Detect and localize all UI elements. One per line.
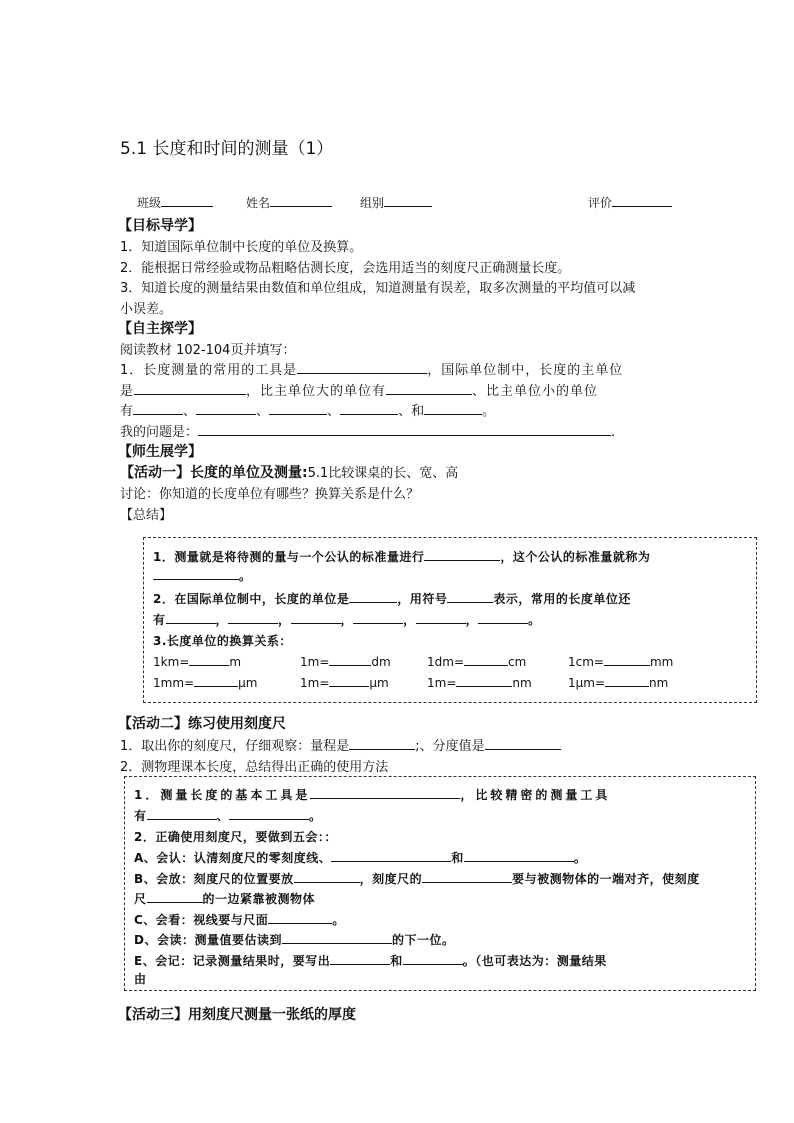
division-blank[interactable] bbox=[485, 737, 561, 750]
activity-1-title: 【活动一】长度的单位及测量: bbox=[120, 465, 308, 481]
activity-2-heading: 【活动二】练习使用刻度尺 bbox=[118, 716, 286, 732]
conv-unit: mm bbox=[649, 655, 674, 669]
conv-mm-um bbox=[153, 675, 257, 690]
conv-blank[interactable] bbox=[329, 654, 371, 666]
activity-2-line1 bbox=[120, 735, 561, 754]
precise-tool-blank-1[interactable] bbox=[147, 808, 217, 820]
goal-2: 2．能根据日常经验或物品粗略估测长度，会选用适当的刻度尺正确测量长度。 bbox=[120, 261, 571, 276]
conv-unit: μm bbox=[238, 676, 258, 690]
conv-unit: dm bbox=[371, 655, 391, 669]
section-teacher-student-heading: 【师生展学】 bbox=[118, 444, 202, 460]
small-unit-blank-5[interactable] bbox=[424, 402, 482, 415]
name-blank[interactable] bbox=[270, 194, 332, 207]
conv-blank[interactable] bbox=[189, 654, 229, 666]
conv-blank[interactable] bbox=[329, 675, 369, 687]
box2-l1b: ，比较精密的测量工具 bbox=[460, 788, 611, 802]
rule-a2: 和 bbox=[451, 851, 464, 865]
self-q2b: ，比主单位大的单位有 bbox=[246, 384, 387, 399]
conv-blank[interactable] bbox=[464, 654, 508, 666]
my-question bbox=[120, 421, 615, 440]
small-unit-blank-1[interactable] bbox=[133, 402, 183, 415]
rule-b-blank-2[interactable] bbox=[422, 871, 512, 883]
main-unit-blank[interactable] bbox=[134, 382, 246, 395]
rule-b5: 的一边紧靠被测物体 bbox=[202, 892, 316, 906]
rule-d1: D、会读：测量值要估读到 bbox=[134, 933, 282, 947]
self-q2c: 、比主单位小的单位 bbox=[472, 384, 599, 399]
box1-l3: 有 bbox=[153, 613, 166, 627]
eval-label: 评价 bbox=[588, 196, 613, 210]
class-field[interactable] bbox=[137, 194, 213, 211]
common-unit-blank-3[interactable] bbox=[291, 612, 341, 624]
basic-tool-blank[interactable] bbox=[310, 787, 460, 799]
class-label: 班级 bbox=[137, 196, 162, 210]
precise-tool-blank-2[interactable] bbox=[229, 808, 309, 820]
rule-d bbox=[134, 931, 454, 948]
conv-left: 1cm= bbox=[568, 655, 604, 669]
self-q2 bbox=[120, 380, 598, 399]
conv-blank[interactable] bbox=[604, 654, 650, 666]
box1-l2a: 2．在国际单位制中，长度的单位是 bbox=[153, 592, 350, 606]
box2-line2: 有 、 。 bbox=[134, 809, 322, 823]
rule-b-blank-1[interactable] bbox=[294, 871, 360, 883]
rule-c1: C、会看：视线要与尺面 bbox=[134, 913, 269, 927]
conv-left: 1μm= bbox=[568, 676, 606, 690]
self-q1a: 1．长度测量的常用的工具是 bbox=[120, 363, 298, 378]
self-q3a: 有 bbox=[120, 404, 134, 419]
rule-e-blank-1[interactable] bbox=[330, 953, 390, 965]
sep-2: 、 bbox=[256, 404, 270, 419]
rule-d2: 的下一位。 bbox=[391, 933, 455, 947]
section-self-study-heading: 【自主探学】 bbox=[118, 321, 202, 337]
rule-b-blank-3[interactable] bbox=[147, 891, 203, 903]
box1-line1-cont: 。 bbox=[153, 567, 252, 584]
conv-dm-cm bbox=[427, 654, 526, 669]
act2-l1a: 1．取出你的刻度尺，仔细观察：量程是 bbox=[120, 739, 350, 754]
box1-line2 bbox=[153, 590, 631, 607]
conv-left: 1dm= bbox=[427, 655, 464, 669]
conv-left: 1km= bbox=[153, 655, 190, 669]
conv-m-um bbox=[300, 675, 389, 690]
conv-unit: cm bbox=[508, 655, 527, 669]
small-unit-blank-2[interactable] bbox=[196, 402, 256, 415]
conv-left: 1m= bbox=[300, 676, 330, 690]
self-q1 bbox=[120, 359, 623, 378]
rule-c-blank[interactable] bbox=[268, 912, 332, 924]
rule-e-cont: 由 bbox=[134, 972, 147, 986]
eval-blank[interactable] bbox=[612, 194, 672, 207]
activity-1-desc: 5.1比较课桌的长、宽、高 bbox=[307, 466, 459, 481]
my-question-dot: . bbox=[611, 425, 616, 440]
conv-blank[interactable] bbox=[456, 675, 512, 687]
box2-line1 bbox=[134, 786, 610, 803]
box1-line3: 有 ， ， ， ， ， 。 bbox=[153, 613, 541, 627]
box1-l1a: 1．测量就是将待测的量与一个公认的标准量进行 bbox=[153, 550, 425, 564]
common-unit-blank-1[interactable] bbox=[166, 612, 216, 624]
name-label: 姓名 bbox=[246, 196, 271, 210]
my-question-blank[interactable] bbox=[198, 423, 611, 436]
rule-a1: A、会认：认清刻度尺的零刻度线、 bbox=[134, 851, 332, 865]
common-unit-blank-4[interactable] bbox=[353, 612, 403, 624]
goal-1: 1．知道国际单位制中长度的单位及换算。 bbox=[120, 240, 363, 255]
rule-a-blank-2[interactable] bbox=[464, 850, 574, 862]
rule-a: A、会认：认清刻度尺的零刻度线、 和 。 bbox=[134, 851, 587, 865]
eval-field[interactable] bbox=[588, 194, 672, 211]
conv-unit: nm bbox=[649, 676, 669, 690]
conv-km-m bbox=[153, 654, 241, 669]
conv-left: 1mm= bbox=[153, 676, 195, 690]
common-unit-blank-6[interactable] bbox=[478, 612, 528, 624]
conv-blank[interactable] bbox=[194, 675, 238, 687]
group-label: 组别 bbox=[360, 196, 385, 210]
sep-and: 、和 bbox=[398, 404, 425, 419]
compare-blank[interactable] bbox=[424, 549, 500, 561]
sep-1: 、 bbox=[183, 404, 197, 419]
reading-intro: 阅读教材 102-104页并填写： bbox=[120, 343, 296, 358]
goal-3a: 3．知道长度的测量结果由数值和单位组成，知道测量有误差，取多次测量的平均值可以减 bbox=[120, 281, 636, 296]
rule-a-blank-1[interactable] bbox=[331, 850, 451, 862]
rule-b1: B、会放：刻度尺的位置要放 bbox=[134, 872, 294, 886]
self-q2a: 是 bbox=[120, 384, 135, 399]
rule-e bbox=[134, 952, 607, 969]
name-field[interactable] bbox=[246, 194, 332, 211]
conv-unit: μm bbox=[369, 676, 389, 690]
conv-m-dm bbox=[300, 654, 391, 669]
common-unit-blank-5[interactable] bbox=[416, 612, 466, 624]
act2-l1b: ;、分度值是 bbox=[415, 739, 485, 754]
box1-l2c: 表示，常用的长度单位还 bbox=[493, 592, 631, 606]
small-unit-blank-4[interactable] bbox=[340, 402, 398, 415]
box2-line3: 2．正确使用刻度尺，要做到五会：： bbox=[134, 830, 337, 844]
range-blank[interactable] bbox=[349, 737, 415, 750]
small-unit-blank-3[interactable] bbox=[269, 402, 327, 415]
box1-l1b: ，这个公认的标准量就称为 bbox=[500, 550, 651, 564]
common-unit-blank-2[interactable] bbox=[228, 612, 278, 624]
rule-e2: 和 bbox=[390, 954, 403, 968]
conv-blank[interactable] bbox=[605, 675, 649, 687]
rule-c: C、会看：视线要与尺面 。 bbox=[134, 913, 345, 927]
conv-left: 1m= bbox=[427, 676, 457, 690]
standard-blank[interactable] bbox=[153, 568, 239, 580]
rule-e1: E、会记：记录测量结果时，要写出 bbox=[134, 954, 331, 968]
conv-unit: m bbox=[229, 655, 242, 669]
conv-m-nm bbox=[427, 675, 532, 690]
sep-3: 、 bbox=[327, 404, 341, 419]
conv-um-nm bbox=[568, 675, 668, 690]
rule-b4: 尺 bbox=[134, 892, 147, 906]
summary-heading: 【总结】 bbox=[120, 508, 173, 523]
goal-3b: 小误差。 bbox=[120, 302, 173, 317]
box2-l1a: 1．测量长度的基本工具是 bbox=[134, 788, 311, 802]
box1-l2b: ，用符号 bbox=[397, 592, 448, 606]
rule-d-blank[interactable] bbox=[282, 932, 392, 944]
tool-blank[interactable] bbox=[297, 361, 427, 374]
class-blank[interactable] bbox=[161, 194, 213, 207]
box1-line4: 3.长度单位的换算关系： bbox=[153, 634, 292, 648]
rule-b-cont bbox=[134, 890, 315, 907]
activity-2-line2: 2．测物理课本长度，总结得出正确的使用方法 bbox=[120, 760, 389, 775]
rule-e3: 。（也可表达为：测量结果 bbox=[462, 954, 607, 968]
conv-unit: nm bbox=[512, 676, 532, 690]
bigger-unit-blank[interactable] bbox=[386, 382, 472, 395]
self-q3 bbox=[120, 400, 495, 419]
rule-b bbox=[134, 870, 700, 887]
rule-b3: 要与被测物体的一端对齐，使刻度 bbox=[512, 872, 700, 886]
activity-1 bbox=[120, 462, 458, 482]
rule-e-blank-2[interactable] bbox=[403, 953, 463, 965]
conv-cm-mm bbox=[568, 654, 673, 669]
my-question-label: 我的问题是： bbox=[120, 425, 199, 440]
box1-line1 bbox=[153, 548, 650, 565]
rule-b2: ，刻度尺的 bbox=[359, 872, 423, 886]
self-q1b: ，国际单位制中，长度的主单位 bbox=[427, 363, 624, 378]
section-goals-heading: 【目标导学】 bbox=[118, 218, 202, 234]
group-field[interactable] bbox=[360, 194, 432, 211]
symbol-blank[interactable] bbox=[447, 591, 493, 603]
end-mark: 。 bbox=[482, 404, 496, 419]
si-unit-blank[interactable] bbox=[349, 591, 397, 603]
discussion: 讨论：你知道的长度单位有哪些？换算关系是什么？ bbox=[120, 487, 420, 502]
page-title: 5.1 长度和时间的测量（1） bbox=[120, 139, 334, 159]
conv-left: 1m= bbox=[300, 655, 330, 669]
box2-l2: 有 bbox=[134, 809, 147, 823]
group-blank[interactable] bbox=[384, 194, 432, 207]
activity-3-heading: 【活动三】用刻度尺测量一张纸的厚度 bbox=[118, 1007, 356, 1023]
